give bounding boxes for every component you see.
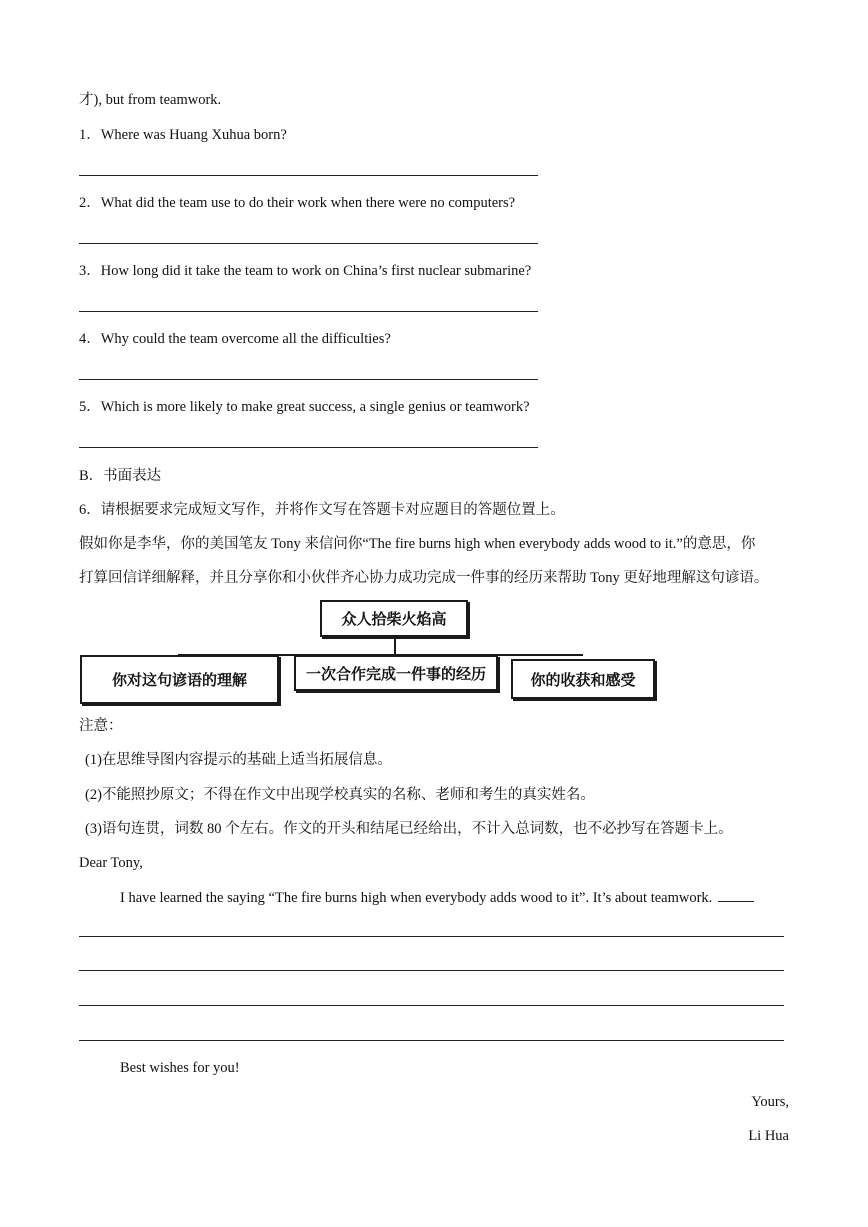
writing-line-1[interactable] xyxy=(79,936,784,937)
writing-line-2[interactable] xyxy=(79,970,784,971)
question-number: 5． xyxy=(79,399,101,415)
mind-map-stem xyxy=(394,636,396,654)
mind-map-branch-understanding: 你对这句谚语的理解 xyxy=(80,655,279,704)
mind-map-branch-experience: 一次合作完成一件事的经历 xyxy=(294,655,498,691)
question-text: Where was Huang Xuhua born? xyxy=(100,127,287,143)
question-5 xyxy=(79,397,530,417)
letter-greeting: Dear Tony, xyxy=(79,855,143,871)
question-number: 2． xyxy=(79,195,101,211)
letter-name: Li Hua xyxy=(748,1128,789,1144)
question-number: 3． xyxy=(79,263,101,279)
writing-line-4[interactable] xyxy=(79,1040,784,1041)
question-4 xyxy=(79,329,391,349)
question-3 xyxy=(79,261,531,281)
letter-opening-text: I have learned the saying “The fire burns high when everybody adds wood to it”. It’s about teamwork. xyxy=(120,890,713,906)
section-b-heading: B．书面表达 xyxy=(79,468,162,484)
task-instruction-text: 请根据要求完成短文写作，并将作文写在答题卡对应题目的答题位置上。 xyxy=(100,502,565,518)
task-number: 6． xyxy=(79,502,101,518)
question-2 xyxy=(79,193,515,213)
notes-title: 注意： xyxy=(79,718,123,734)
letter-opening xyxy=(120,887,754,908)
mind-map-root: 众人拾柴火焰高 xyxy=(320,600,468,637)
question-text: What did the team use to do their work when there were no computers? xyxy=(100,195,516,211)
passage-end: 才), but from teamwork. xyxy=(79,92,222,108)
answer-line-5[interactable] xyxy=(79,447,538,448)
question-text: Which is more likely to make great success, a single genius or teamwork? xyxy=(100,399,530,415)
answer-line-3[interactable] xyxy=(79,311,538,312)
writing-line-3[interactable] xyxy=(79,1005,784,1006)
question-number: 4． xyxy=(79,331,101,347)
letter-signoff: Yours, xyxy=(751,1094,789,1110)
note-2: (2)不能照抄原文；不得在作文中出现学校真实的名称、老师和考生的真实姓名。 xyxy=(85,787,595,803)
writing-blank[interactable] xyxy=(718,887,754,902)
mind-map-branch-feelings: 你的收获和感受 xyxy=(511,659,655,699)
letter-closing: Best wishes for you! xyxy=(120,1060,240,1076)
note-1: (1)在思维导图内容提示的基础上适当拓展信息。 xyxy=(85,752,392,768)
answer-line-2[interactable] xyxy=(79,243,538,244)
question-number: 1． xyxy=(79,127,101,143)
question-1 xyxy=(79,125,287,145)
answer-line-1[interactable] xyxy=(79,175,538,176)
task-prompt-line-1: 假如你是李华，你的美国笔友 Tony 来信问你“The fire burns high when everybody adds wood to it.”的意思，你 xyxy=(79,536,756,552)
answer-line-4[interactable] xyxy=(79,379,538,380)
question-text: How long did it take the team to work on China’s first nuclear submarine? xyxy=(100,263,532,279)
question-text: Why could the team overcome all the difficulties? xyxy=(100,331,391,347)
task-prompt-line-2: 打算回信详细解释，并且分享你和小伙伴齐心协力成功完成一件事的经历来帮助 Tony 更好地理解这句谚语。 xyxy=(79,570,769,586)
note-3: (3)语句连贯，词数 80 个左右。作文的开头和结尾已经给出，不计入总词数，也不必抄写在答题卡上。 xyxy=(85,821,733,837)
task-instruction xyxy=(79,500,565,520)
